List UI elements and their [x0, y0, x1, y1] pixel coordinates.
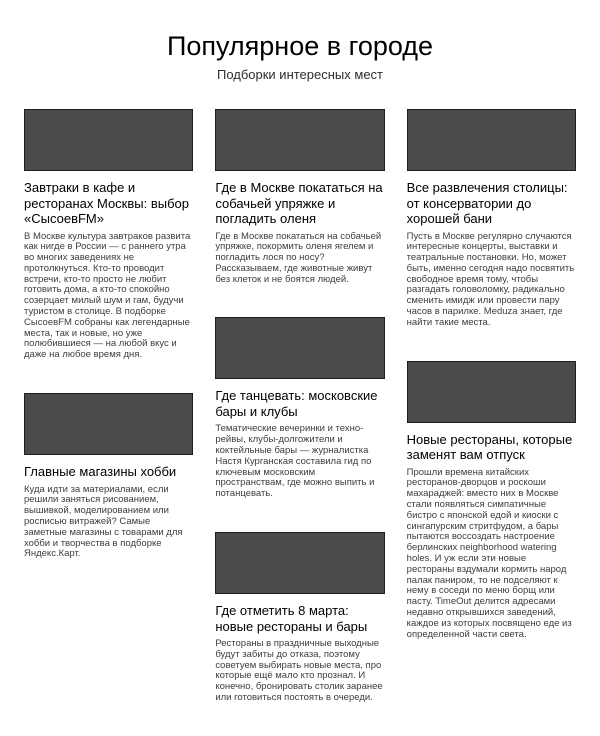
article-title: Где танцевать: московские бары и клубы	[215, 388, 378, 419]
article-image-placeholder	[24, 393, 193, 455]
article-image-placeholder	[407, 361, 576, 423]
article-description: Где в Москве покататься на собачьей упряжке, покормить оленя ягелем и погладить лося по носу? Рассказываем, где животные живут без клеток и не боятся людей.	[215, 230, 382, 285]
article-description: В Москве культура завтраков развита как нигде в России — с раннего утра во многих заведениях не протолкнуться. Кто-то проводит встречи, кто-то просто не любит готовить дома, а кто-то спокойно созерцает милый шум и гам, будучи туристом в столице. В подборке СысоевFM собраны как легендарные места, так и новые, но уже полюбившиеся — на любой вкус и даже на любое время дня.	[24, 230, 191, 361]
grid-column-2	[215, 109, 384, 736]
article-title: Где отметить 8 марта: новые рестораны и бары	[215, 603, 368, 634]
article-image-placeholder	[24, 109, 193, 171]
article-image-placeholder	[215, 109, 384, 171]
article-title: Новые рестораны, которые заменят вам отпуск	[406, 431, 573, 463]
article-image-placeholder	[215, 317, 384, 379]
article-card[interactable]	[407, 109, 576, 329]
article-card[interactable]	[215, 109, 384, 285]
article-image-placeholder	[215, 532, 384, 594]
page-subtitle: Подборки интересных мест	[216, 67, 384, 82]
page-header	[0, 0, 600, 82]
article-card[interactable]	[24, 109, 193, 361]
collections-grid	[0, 109, 600, 736]
grid-column-1	[24, 109, 193, 592]
article-title: Завтраки в кафе и ресторанах Москвы: выбор «СысоевFM»	[24, 180, 190, 226]
article-image-placeholder	[407, 109, 576, 171]
article-title: Все развлечения столицы: от консерватории до хорошей бани	[406, 180, 568, 226]
article-description: Рестораны в праздничные выходные будут забиты до отказа, поэтому советуем выбирать новые места, про которые ещё мало кто прознал. И конечно, бронировать столик заранее или готовиться постоять в очереди.	[215, 638, 383, 704]
article-card[interactable]	[24, 393, 193, 560]
article-description: Прошли времена китайских ресторанов-дворцов и роскоши махараджей: вместо них в Москве стали появляться симпатичные бистро с японской едой и киоски с сингапурским стритфудом, а бары пытаются воссоздать настроение берлинских neighborhood watering holes. И уж если эти новые рестораны вздумали кормить народ палак паниром, то не подселяют к нему в соседи по меню борщ или пасту. TimeOut делится адресами недавно открывшихся заведений, каждое из которых посвящено еде из определенной части света.	[406, 466, 572, 640]
page-title: Популярное в городе	[166, 31, 434, 61]
article-description: Куда идти за материалами, если решили заняться рисованием, вышивкой, моделированием или росписью витражей? Самые заметные магазины с товарами для хобби и творчества в подборке Яндекс.Карт.	[24, 483, 183, 560]
article-card[interactable]	[407, 361, 576, 641]
article-title: Где в Москве покататься на собачьей упряжке и погладить оленя	[215, 180, 383, 226]
grid-column-3	[407, 109, 576, 672]
article-card[interactable]	[215, 317, 384, 500]
article-card[interactable]	[215, 532, 384, 704]
article-description: Тематические вечеринки и техно-рейвы, клубы-долгожители и коктейльные бары — журналистка Настя Курганская составила гид по ключевым московским пространствам, где можно выпить и потанцевать.	[215, 423, 375, 500]
article-description: Пусть в Москве регулярно случаются интересные концерты, выставки и театральные постановки. Но, может быть, именно сегодня надо посвятить свободное время тому, чтобы разгадать головоломку, радикально сменить имидж или провести пару часов в парилке. Meduza знает, где найти такие места.	[406, 230, 575, 328]
article-title: Главные магазины хобби	[24, 464, 177, 480]
